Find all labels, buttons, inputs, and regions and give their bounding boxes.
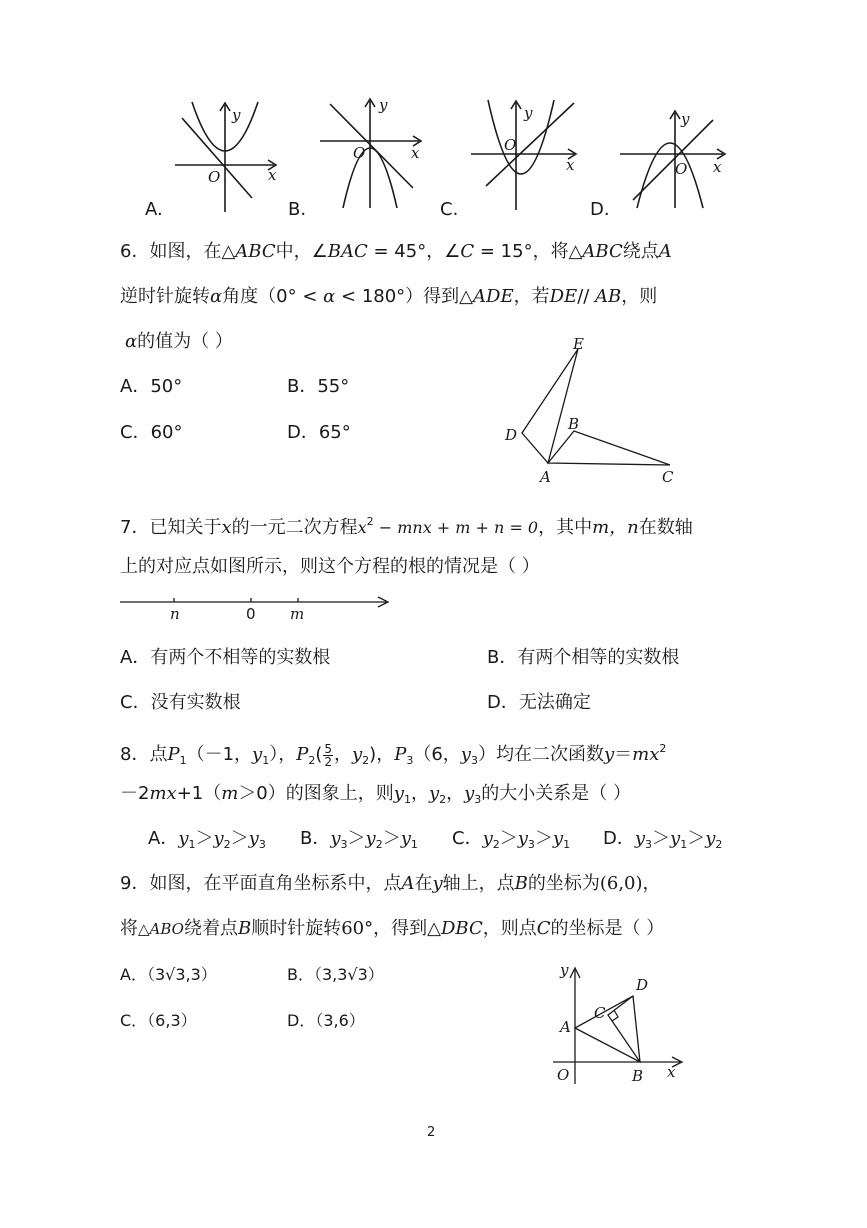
q6-option-c: C．60°	[120, 422, 183, 443]
origin-label: O	[208, 168, 221, 186]
point-c-label: C	[662, 468, 674, 486]
q8-option-b: B．$y_3>y_2>y_1$	[300, 828, 418, 851]
q6-triangle-figure	[500, 335, 690, 485]
q9-coordinate-figure	[548, 958, 688, 1088]
q6-option-d: D．65°	[287, 422, 351, 443]
n-point-label: n	[170, 605, 180, 623]
y-axis-label: y	[379, 96, 388, 114]
q8-line-2: －2mx+1（m＞0）的图象上，则$y_1$，$y_2$，$y_3$的大小关系是（ ）	[120, 783, 632, 806]
q7-line-2: 上的对应点如图所示，则这个方程的根的情况是（ ）	[120, 556, 540, 577]
q8-option-c: C．$y_2>y_3>y_1$	[452, 828, 571, 851]
q6-line-3: α的值为（ ）	[125, 331, 233, 352]
origin-label: O	[504, 136, 517, 154]
point-c-label: C	[594, 1004, 606, 1022]
origin-label: O	[675, 160, 688, 178]
x-axis-label: x	[268, 166, 277, 184]
q7-number-line	[120, 593, 395, 623]
q8-line-1: 8．点$P_1(-1$，$y_1$），$P_2$( $\frac{5}{2}$ ，$y_2$)，$P_3(6$，$y_3$）均在二次函数$y=mx^2$	[120, 741, 667, 769]
origin-label: O	[353, 144, 366, 162]
x-axis-label: x	[566, 156, 575, 174]
point-e-label: E	[573, 335, 584, 353]
q9-option-a: A．（3√3,3）	[120, 965, 217, 984]
q6-option-b: B．55°	[287, 376, 350, 397]
x-axis-label: x	[713, 158, 722, 176]
q7-option-d: D．无法确定	[487, 692, 591, 713]
x-axis-label: x	[667, 1063, 676, 1081]
q5-option-a-label: A.	[145, 199, 163, 220]
q5-graph-b	[315, 96, 435, 214]
q9-option-c: C．（6,3）	[120, 1011, 197, 1030]
q5-graph-a	[170, 100, 290, 218]
q5-graph-d	[615, 108, 735, 216]
q7-option-c: C．没有实数根	[120, 692, 241, 713]
origin-label: O	[557, 1066, 570, 1084]
q8-fraction: $\frac{5}{2}$	[324, 741, 332, 769]
y-axis-label: y	[681, 110, 690, 128]
m-point-label: m	[290, 605, 305, 623]
y-axis-label: y	[524, 104, 533, 122]
q9-option-b: B．（3,3√3）	[287, 965, 384, 984]
q5-graph-c	[466, 98, 586, 216]
q5-option-b-label: B.	[288, 199, 307, 220]
point-d-label: D	[505, 426, 518, 444]
q5-option-d-label: D.	[590, 199, 610, 220]
x-axis-label: x	[411, 144, 420, 162]
q9-line-1: 9．如图，在平面直角坐标系中，点A在y轴上，点B的坐标为(6,0)，	[120, 873, 661, 894]
y-axis-label: y	[560, 961, 569, 979]
q7-line-1: 7．已知关于x的一元二次方程$x^2$ − mnx + m + n = 0，其中m，n在数轴	[120, 515, 693, 538]
q5-option-c-label: C.	[440, 199, 459, 220]
q6-line-2: 逆时针旋转α角度（0° < α < 180°）得到△ADE，若DE// AB，则	[120, 286, 658, 307]
zero-point-label: 0	[246, 605, 256, 623]
q7-option-b: B．有两个相等的实数根	[487, 647, 680, 668]
q8-option-d: D．$y_3>y_1>y_2$	[603, 828, 723, 851]
point-d-label: D	[636, 976, 649, 994]
point-b-label: B	[568, 415, 580, 433]
q9-option-d: D．（3,6）	[287, 1011, 365, 1030]
q8-option-a: A．$y_1>y_2>y_3$	[148, 828, 266, 851]
q6-option-a: A．50°	[120, 376, 183, 397]
y-axis-label: y	[232, 106, 241, 124]
point-a-label: A	[560, 1018, 571, 1036]
point-a-label: A	[540, 468, 551, 486]
q6-line-1: 6．如图，在△ABC中，∠BAC = 45°，∠C = 15°，将△ABC绕点A	[120, 241, 672, 262]
page-number: 2	[427, 1125, 436, 1140]
point-b-label: B	[632, 1067, 644, 1085]
q9-line-2: 将△ABO绕着点B顺时针旋转60°，得到△DBC，则点C的坐标是（ ）	[120, 918, 665, 939]
q7-option-a: A．有两个不相等的实数根	[120, 647, 331, 668]
